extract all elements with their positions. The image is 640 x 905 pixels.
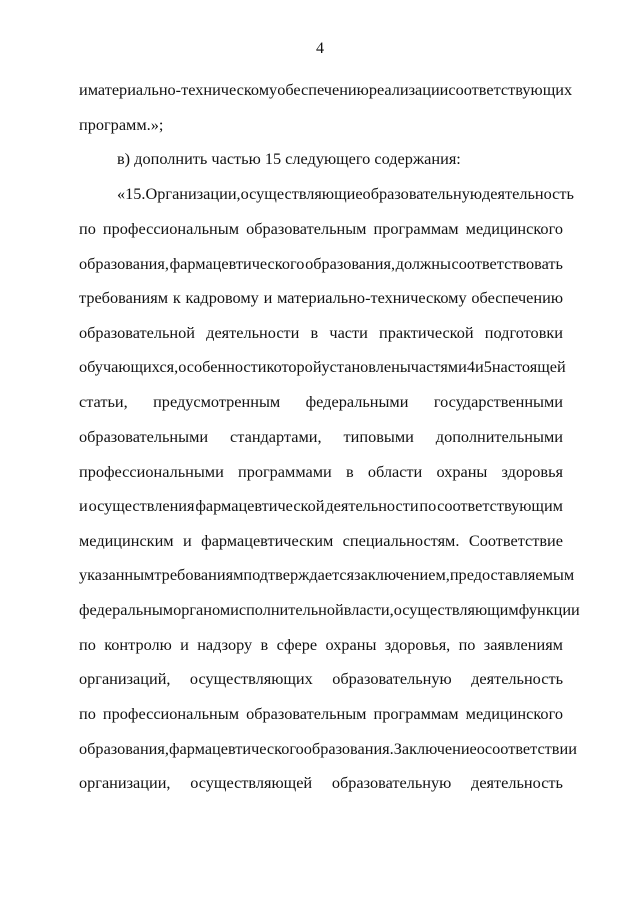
word: исполнительной [230, 600, 344, 619]
word: деятельности [206, 323, 300, 342]
word: должны [395, 254, 451, 273]
text-line [79, 496, 563, 516]
word: в [260, 635, 269, 654]
word: требованиям [79, 288, 169, 307]
word: программам [373, 704, 459, 723]
word: медицинского [465, 704, 563, 723]
word: по [419, 496, 437, 515]
word: которой [266, 357, 322, 376]
text-line [79, 115, 563, 135]
text-line [79, 323, 563, 343]
word: специальностям. [342, 531, 460, 550]
word: программам [373, 219, 459, 238]
word: фармацевтического [168, 739, 304, 758]
word: органом [173, 600, 231, 619]
word: федеральным [79, 600, 174, 619]
word: профессиональными [79, 462, 224, 481]
word: материально-техническому [277, 288, 467, 307]
text-line [79, 462, 563, 482]
word: практической [379, 323, 474, 342]
word: типовыми [343, 427, 414, 446]
text-line [79, 219, 563, 239]
word: установлены [321, 357, 411, 376]
text-line [79, 392, 563, 412]
page-number: 4 [316, 40, 324, 57]
word: образования, [79, 254, 169, 273]
word: фармацевтического [169, 254, 305, 273]
word: к [172, 288, 181, 307]
word: в [345, 462, 354, 481]
word: и [263, 288, 273, 307]
text-line [79, 80, 573, 100]
word: образовательную [331, 773, 452, 792]
word: осуществляющие [240, 184, 363, 203]
word: федеральными [305, 392, 409, 411]
word: кадровому [185, 288, 259, 307]
word: по [79, 219, 96, 238]
word: подготовки [484, 323, 563, 342]
word: здоровья, [384, 635, 451, 654]
word: профессиональным [102, 704, 239, 723]
word: медицинского [465, 219, 563, 238]
word: требованиям [154, 565, 244, 584]
word: «15. [117, 184, 146, 203]
word: стандартами, [230, 427, 322, 446]
word: организации, [79, 773, 171, 792]
word: власти, [343, 600, 394, 619]
line-text: программ.»; [79, 115, 164, 134]
text-line [79, 635, 563, 655]
word: по [79, 704, 96, 723]
word: образовательной [79, 323, 196, 342]
word: образовательную [362, 184, 483, 203]
word: и [183, 531, 192, 550]
word: Заключение [393, 739, 477, 758]
text-line [79, 531, 563, 551]
word: указанным [79, 565, 155, 584]
word: профессиональным [102, 219, 239, 238]
text-line [79, 669, 563, 689]
word: деятельность [471, 773, 563, 792]
text-line [79, 739, 577, 759]
word: охраны [325, 635, 377, 654]
text-line [117, 149, 563, 169]
word: образовательную [332, 669, 452, 688]
word: особенности [178, 357, 267, 376]
word: медицинским [79, 531, 174, 550]
word: охраны [436, 462, 488, 481]
word: образовательными [79, 427, 209, 446]
word: осуществляющим [393, 600, 519, 619]
word: деятельность [482, 184, 574, 203]
word: предусмотренным [153, 392, 281, 411]
word: образования. [303, 739, 394, 758]
word: обучающихся, [79, 357, 179, 376]
word: образования, [305, 254, 396, 273]
text-line [79, 357, 566, 377]
word: функции [518, 600, 580, 619]
word: деятельность [471, 669, 563, 688]
word: обеспечению [471, 288, 563, 307]
word: осуществления [88, 496, 195, 515]
word: и [79, 80, 88, 99]
word: деятельности [325, 496, 419, 515]
word: организаций, [79, 669, 171, 688]
word: Организации, [145, 184, 241, 203]
word: заключением, [354, 565, 450, 584]
word: материально-техническому [87, 80, 278, 99]
word: программами [237, 462, 332, 481]
word: и [474, 357, 484, 376]
word: 4 [466, 357, 475, 376]
word: и [79, 496, 88, 515]
word: обеспечению [277, 80, 369, 99]
word: сфере [276, 635, 318, 654]
word: государственными [433, 392, 563, 411]
word: части [329, 323, 368, 342]
word: соответствии [484, 739, 577, 758]
word: образовательным [246, 219, 367, 238]
word: по [458, 635, 476, 654]
text-line [79, 288, 563, 308]
word: частями [410, 357, 467, 376]
word: осуществляющих [189, 669, 313, 688]
word: соответствующим [437, 496, 563, 515]
word: надзору [197, 635, 253, 654]
word: здоровья [501, 462, 563, 481]
word: 5 [483, 357, 492, 376]
text-line [79, 773, 563, 793]
word: образования, [79, 739, 169, 758]
word: Соответствие [468, 531, 563, 550]
word: и [180, 635, 189, 654]
text-line [79, 254, 563, 274]
word: заявлениям [483, 635, 563, 654]
text-line [79, 565, 575, 585]
word: фармацевтической [195, 496, 325, 515]
word: области [367, 462, 423, 481]
word: о [476, 739, 485, 758]
word: реализации [368, 80, 449, 99]
word: по [79, 635, 96, 654]
word: соответствовать [451, 254, 563, 273]
word: дополнительными [435, 427, 563, 446]
word: соответствующих [448, 80, 573, 99]
text-line [117, 184, 574, 204]
word: настоящей [491, 357, 566, 376]
word: фармацевтическим [201, 531, 334, 550]
word: подтверждается [243, 565, 355, 584]
text-line [79, 704, 563, 724]
word: образовательным [246, 704, 367, 723]
word: в [310, 323, 319, 342]
line-text: в) дополнить частью 15 следующего содержания: [117, 149, 461, 168]
text-line [79, 600, 580, 620]
word: осуществляющей [190, 773, 313, 792]
word: предоставляемым [449, 565, 575, 584]
text-line [79, 427, 563, 447]
word: статьи, [79, 392, 128, 411]
word: контролю [104, 635, 172, 654]
